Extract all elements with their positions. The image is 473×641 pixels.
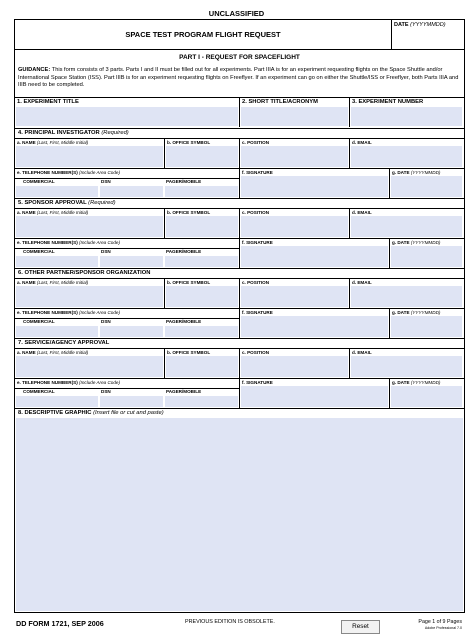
reset-button[interactable]: Reset [341, 620, 380, 634]
obsolete-notice: PREVIOUS EDITION IS OBSOLETE. [185, 619, 275, 625]
pager-label: PAGER/MOBILE [166, 179, 202, 184]
commercial-label: COMMERCIAL [23, 319, 55, 324]
agency-dsn-input[interactable] [100, 396, 163, 407]
descriptive-graphic-area[interactable] [16, 418, 463, 611]
pi-position-input[interactable] [241, 146, 348, 167]
telephone-hint: (Include Area Code) [79, 240, 120, 245]
experiment-title-label: 1. EXPERIMENT TITLE [17, 99, 79, 105]
agency-pager-input[interactable] [165, 396, 238, 407]
partner-email-input[interactable] [351, 286, 462, 307]
guidance-text [18, 67, 462, 90]
experiment-title-field[interactable] [15, 98, 240, 127]
partner-dsn-input[interactable] [100, 326, 163, 337]
form-header [15, 20, 464, 50]
pi-signature-input[interactable] [241, 176, 388, 197]
date-label: g. DATE [392, 310, 410, 315]
agency-email-field[interactable] [350, 349, 464, 378]
pager-label: PAGER/MOBILE [166, 389, 202, 394]
partner-date-input[interactable] [391, 316, 462, 337]
pager-label: PAGER/MOBILE [166, 249, 202, 254]
form-identifier: DD FORM 1721, SEP 2006 [16, 619, 104, 628]
agency-phone-row [15, 378, 464, 408]
partner-commercial-input[interactable] [16, 326, 98, 337]
header-date-label: DATE [394, 22, 409, 28]
guidance-label: GUIDANCE: [18, 67, 51, 73]
sponsor-commercial-input[interactable] [16, 256, 98, 267]
agency-position-field[interactable] [240, 349, 350, 378]
partner-position-input[interactable] [241, 286, 348, 307]
office-symbol-label: b. OFFICE SYMBOL [167, 280, 211, 285]
date-hint: (YYYYMMDD) [410, 310, 441, 315]
sponsor-phone-row [15, 238, 464, 268]
name-label: a. NAME [17, 140, 36, 145]
dsn-label: DSN [101, 249, 111, 254]
pi-name-input[interactable] [16, 146, 163, 167]
telephone-hint: (Include Area Code) [79, 380, 120, 385]
telephone-label: e. TELEPHONE NUMBER(S) [17, 170, 78, 175]
agency-date-input[interactable] [391, 386, 462, 407]
classification-marking: UNCLASSIFIED [208, 9, 265, 18]
sponsor-name-field[interactable] [15, 209, 165, 238]
agency-name-input[interactable] [16, 356, 163, 377]
partner-contact-row [15, 278, 464, 308]
signature-label: f. SIGNATURE [242, 240, 273, 245]
partner-pager-input[interactable] [165, 326, 238, 337]
section-hint: (Required) [101, 130, 129, 136]
pi-office-input[interactable] [166, 146, 238, 167]
sponsor-email-input[interactable] [351, 216, 462, 237]
experiment-title-input[interactable] [16, 107, 238, 126]
agency-email-input[interactable] [351, 356, 462, 377]
sponsor-name-input[interactable] [16, 216, 163, 237]
section-service-agency-approval [15, 338, 464, 348]
agency-name-field[interactable] [15, 349, 165, 378]
pi-signature-field[interactable] [240, 169, 390, 198]
name-label: a. NAME [17, 280, 36, 285]
pi-email-input[interactable] [351, 146, 462, 167]
telephone-label: e. TELEPHONE NUMBER(S) [17, 310, 78, 315]
signature-label: f. SIGNATURE [242, 380, 273, 385]
telephone-label: e. TELEPHONE NUMBER(S) [17, 380, 78, 385]
pi-commercial-input[interactable] [16, 186, 98, 197]
partner-position-field[interactable] [240, 279, 350, 308]
sponsor-date-field[interactable] [390, 239, 464, 268]
commercial-label: COMMERCIAL [23, 249, 55, 254]
pi-phone-row [15, 168, 464, 198]
office-symbol-label: b. OFFICE SYMBOL [167, 140, 211, 145]
section-title: 5. SPONSOR APPROVAL [18, 200, 87, 206]
form-title: SPACE TEST PROGRAM FLIGHT REQUEST [15, 20, 392, 50]
position-label: c. POSITION [242, 350, 270, 355]
short-title-input[interactable] [241, 107, 348, 126]
sponsor-email-field[interactable] [350, 209, 464, 238]
email-label: d. EMAIL [352, 350, 372, 355]
short-title-label: 2. SHORT TITLE/ACRONYM [242, 99, 319, 105]
short-title-field[interactable] [240, 98, 350, 127]
pi-contact-row [15, 138, 464, 168]
flight-request-form [14, 19, 465, 613]
name-hint: (Last, First, Middle Initial) [36, 280, 89, 285]
experiment-number-field[interactable] [350, 98, 464, 127]
descriptive-graphic-title: 8. DESCRIPTIVE GRAPHIC [18, 410, 92, 416]
agency-telephone-field [15, 379, 240, 408]
position-label: c. POSITION [242, 280, 270, 285]
sponsor-position-input[interactable] [241, 216, 348, 237]
email-label: d. EMAIL [352, 140, 372, 145]
date-hint: (YYYYMMDD) [410, 380, 441, 385]
telephone-label: e. TELEPHONE NUMBER(S) [17, 240, 78, 245]
email-label: d. EMAIL [352, 280, 372, 285]
date-hint: (YYYYMMDD) [410, 240, 441, 245]
pi-email-field[interactable] [350, 139, 464, 168]
telephone-hint: (Include Area Code) [79, 310, 120, 315]
partner-signature-field[interactable] [240, 309, 390, 338]
date-label: g. DATE [392, 240, 410, 245]
pi-position-field[interactable] [240, 139, 350, 168]
experiment-number-label: 3. EXPERIMENT NUMBER [352, 99, 424, 105]
email-label: d. EMAIL [352, 210, 372, 215]
partner-email-field[interactable] [350, 279, 464, 308]
sponsor-telephone-field [15, 239, 240, 268]
section-hint: (Required) [88, 200, 116, 206]
sponsor-office-field[interactable] [165, 209, 240, 238]
pi-pager-input[interactable] [165, 186, 238, 197]
name-hint: (Last, First, Middle Initial) [36, 210, 89, 215]
pi-date-field[interactable] [390, 169, 464, 198]
date-label: g. DATE [392, 380, 410, 385]
section-title: 6. OTHER PARTNER/SPONSOR ORGANIZATION [18, 270, 151, 276]
page-count: Page 1 of 9 Pages [418, 619, 462, 625]
partner-name-field[interactable] [15, 279, 165, 308]
partner-telephone-field [15, 309, 240, 338]
agency-office-input[interactable] [166, 356, 238, 377]
signature-label: f. SIGNATURE [242, 310, 273, 315]
partner-office-field[interactable] [165, 279, 240, 308]
signature-label: f. SIGNATURE [242, 170, 273, 175]
section-principal-investigator [15, 128, 464, 138]
agency-position-input[interactable] [241, 356, 348, 377]
dsn-label: DSN [101, 389, 111, 394]
sponsor-signature-input[interactable] [241, 246, 388, 267]
section-title: 7. SERVICE/AGENCY APPROVAL [18, 340, 110, 346]
sponsor-office-input[interactable] [166, 216, 238, 237]
date-hint: (YYYYMMDD) [410, 170, 441, 175]
telephone-hint: (Include Area Code) [79, 170, 120, 175]
guidance-body: This form consists of 3 parts. Parts I and II must be filled out for all experiments. Part IIIA is for an experiment requesting flights on the Space Shuttle and/or International Space Station (ISS). Part IIIB is for an experiment requesting flights on Freeflyer. If an experiment can go on either the Shuttle/ISS or Freeflyer, both Parts IIIA and IIIB need to be completed. [18, 67, 459, 89]
section-sponsor-approval [15, 198, 464, 208]
pager-label: PAGER/MOBILE [166, 319, 202, 324]
date-label: g. DATE [392, 170, 410, 175]
software-version: Adobe Professional 7.0 [424, 626, 462, 630]
header-date-field[interactable] [392, 20, 464, 50]
pi-telephone-field [15, 169, 240, 198]
section-other-partner [15, 268, 464, 278]
section-title: 4. PRINCIPAL INVESTIGATOR [18, 130, 100, 136]
experiment-number-input[interactable] [351, 107, 462, 126]
pi-name-field[interactable] [15, 139, 165, 168]
agency-commercial-input[interactable] [16, 396, 98, 407]
dsn-label: DSN [101, 319, 111, 324]
position-label: c. POSITION [242, 210, 270, 215]
header-date-hint: (YYYYMMDD) [410, 22, 446, 28]
sponsor-date-input[interactable] [391, 246, 462, 267]
agency-signature-input[interactable] [241, 386, 388, 407]
agency-office-field[interactable] [165, 349, 240, 378]
name-hint: (Last, First, Middle Initial) [36, 140, 89, 145]
part1-title: PART I - REQUEST FOR SPACEFLIGHT [179, 54, 300, 61]
agency-date-field[interactable] [390, 379, 464, 408]
dsn-label: DSN [101, 179, 111, 184]
sponsor-position-field[interactable] [240, 209, 350, 238]
partner-phone-row [15, 308, 464, 338]
partner-office-input[interactable] [166, 286, 238, 307]
agency-signature-field[interactable] [240, 379, 390, 408]
name-label: a. NAME [17, 210, 36, 215]
descriptive-graphic-section [15, 408, 464, 612]
partner-date-field[interactable] [390, 309, 464, 338]
sponsor-pager-input[interactable] [165, 256, 238, 267]
commercial-label: COMMERCIAL [23, 179, 55, 184]
partner-signature-input[interactable] [241, 316, 388, 337]
pi-office-field[interactable] [165, 139, 240, 168]
commercial-label: COMMERCIAL [23, 389, 55, 394]
descriptive-graphic-heading [18, 410, 164, 416]
sponsor-contact-row [15, 208, 464, 238]
partner-name-input[interactable] [16, 286, 163, 307]
sponsor-signature-field[interactable] [240, 239, 390, 268]
name-label: a. NAME [17, 350, 36, 355]
experiment-row [15, 97, 464, 127]
agency-contact-row [15, 348, 464, 378]
position-label: c. POSITION [242, 140, 270, 145]
descriptive-graphic-hint: (Insert file or cut and paste) [93, 410, 164, 416]
office-symbol-label: b. OFFICE SYMBOL [167, 350, 211, 355]
name-hint: (Last, First, Middle Initial) [36, 350, 89, 355]
office-symbol-label: b. OFFICE SYMBOL [167, 210, 211, 215]
pi-date-input[interactable] [391, 176, 462, 197]
sponsor-dsn-input[interactable] [100, 256, 163, 267]
pi-dsn-input[interactable] [100, 186, 163, 197]
